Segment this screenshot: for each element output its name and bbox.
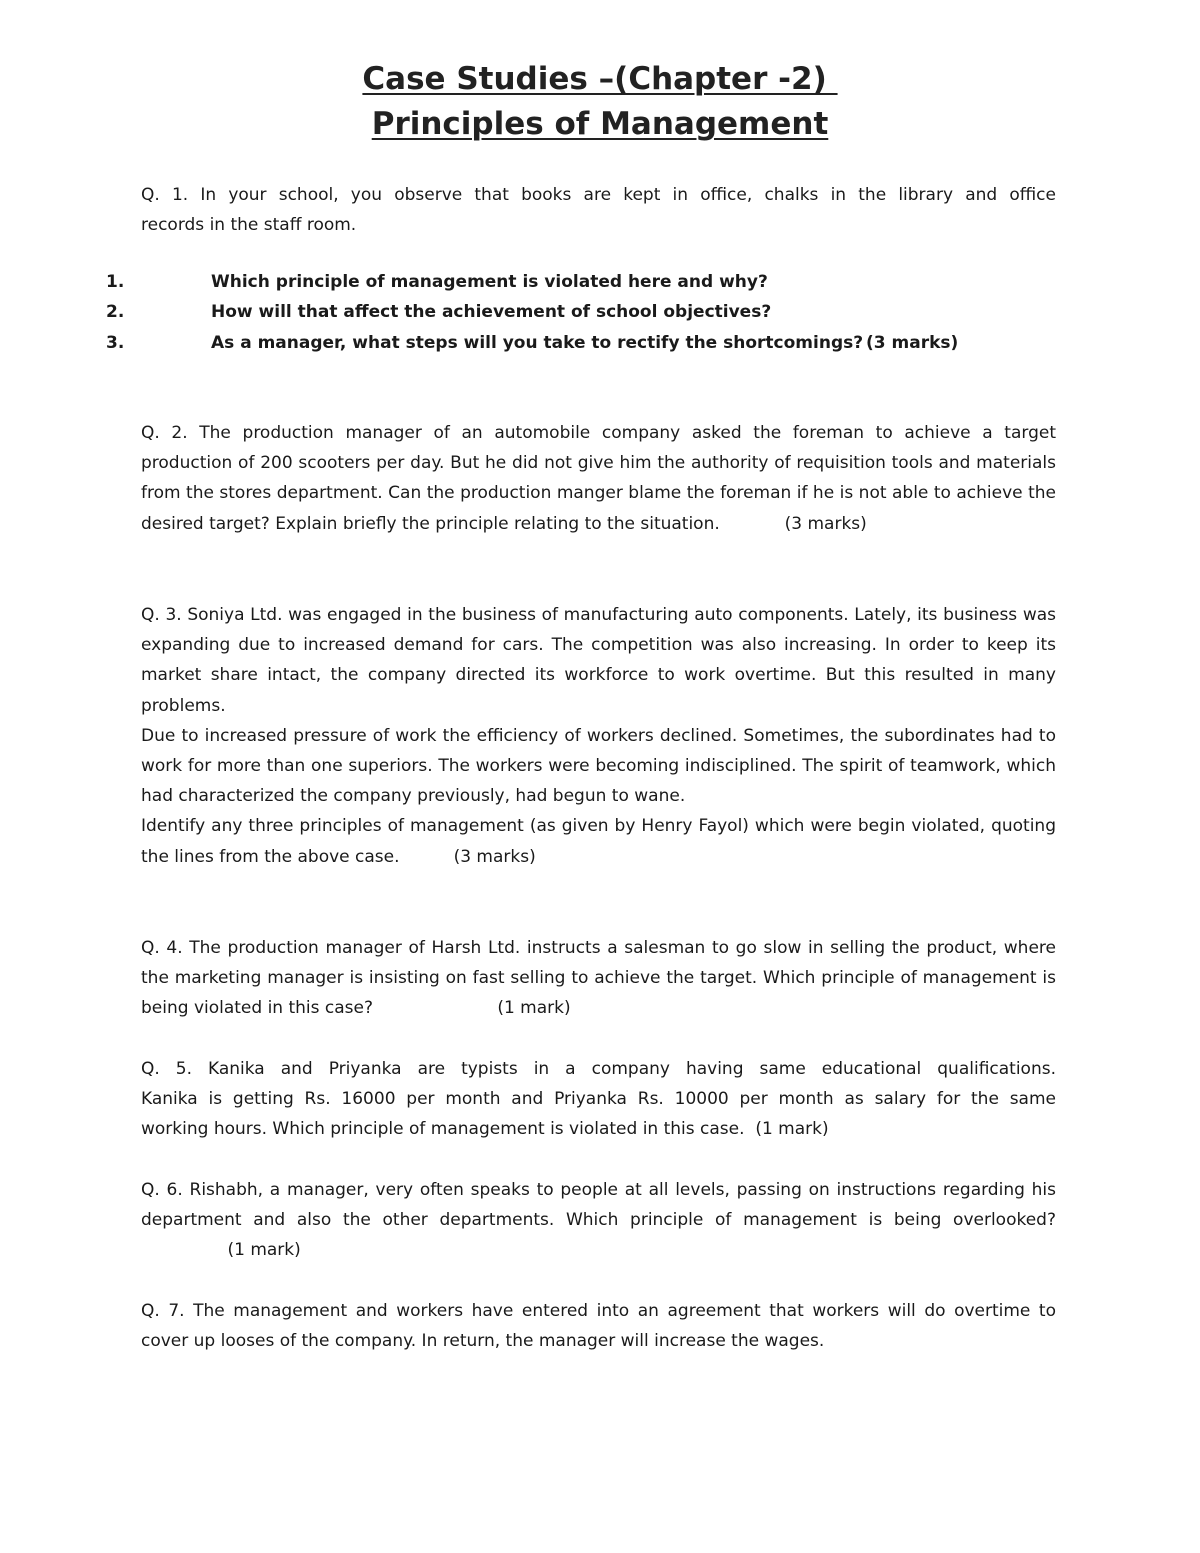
question-5-line-1: Q. 5. Kanika and Priyanka are typists in a company having same educational qualifications. [141,1059,1056,1079]
question-1 [141,180,1056,240]
question-5 [141,1054,1056,1145]
document-title: Case Studies –(Chapter -2) [362,61,838,97]
question-3-paragraph-2: Due to increased pressure of work the efficiency of workers declined. Sometimes, the subordinates had to work for more than one superiors. The workers were becoming indisciplined. The spirit of teamwork, which had characterized the company previously, had begun to wane. [141,725,1056,807]
question-6-text: Q. 6. Rishabh, a manager, very often speaks to people at all levels, passing on instructions regarding his department and also the other departments. Which principle of management is being overlooked? [141,1180,1056,1231]
subitem-text: Which principle of management is violated here and why? [211,272,768,292]
question-4 [141,933,1056,1024]
marks-label: (1 mark) [227,1240,301,1261]
question-5-line-2: Kanika is getting Rs. 16000 per month and Priyanka Rs. 10000 per month as salary for the same [141,1089,1056,1110]
question-2-text: Q. 2. The production manager of an automobile company asked the foreman to achieve a target production of 200 scooters per day. But he did not give him the authority of requisition tools and materials from the stores department. Can the production manger blame the foreman if he is not able to achieve the desired target? Explain briefly the principle relating to the situation. [141,423,1056,534]
question-1-line-1: Q. 1. In your school, you observe that books are kept in office, chalks in the library and office [141,185,1056,205]
question-2 [141,418,1056,539]
question-1-subitem [0,302,1200,332]
question-4-text: Q. 4. The production manager of Harsh Ltd. instructs a salesman to go slow in selling the product, where the marketing manager is insisting on fast selling to achieve the target. Which principle of management is being violated in this case? [141,938,1056,1019]
question-3 [141,600,1056,872]
marks-label: (1 mark) [497,998,571,1019]
question-1-subitem [0,333,1200,363]
subitem-text: How will that affect the achievement of school objectives? [211,302,772,322]
subitem-number: 1. [106,272,125,292]
question-7 [141,1296,1056,1356]
document-subtitle: Principles of Management [371,106,829,142]
question-7-text: Q. 7. The management and workers have entered into an agreement that workers will do overtime to cover up looses of the company. In return, the manager will increase the wages. [141,1301,1056,1352]
question-3-paragraph-1: Q. 3. Soniya Ltd. was engaged in the business of manufacturing auto components. Lately, its business was expanding due to increased demand for cars. The competition was also increasing. In order to keep its market share intact, the company directed its workforce to work overtime. But this resulted in many problems. [141,605,1056,716]
question-1-subitem [0,272,1200,302]
subitem-number: 3. [106,333,125,353]
question-3-paragraph-3: Identify any three principles of management (as given by Henry Fayol) which were begin violated, quoting the lines from the above case. [141,816,1056,867]
subitem-text: As a manager, what steps will you take to rectify the shortcomings? [211,333,864,353]
subitem-number: 2. [106,302,125,322]
marks-label: (1 mark) [755,1119,829,1140]
marks-label: (3 marks) [453,846,536,867]
question-1-line-2: records in the staff room. [141,215,357,236]
question-5-line-3: working hours. Which principle of management is violated in this case. [141,1119,745,1140]
question-6 [141,1175,1056,1266]
marks-label: (3 marks) [866,333,959,353]
marks-label: (3 marks) [784,513,867,534]
